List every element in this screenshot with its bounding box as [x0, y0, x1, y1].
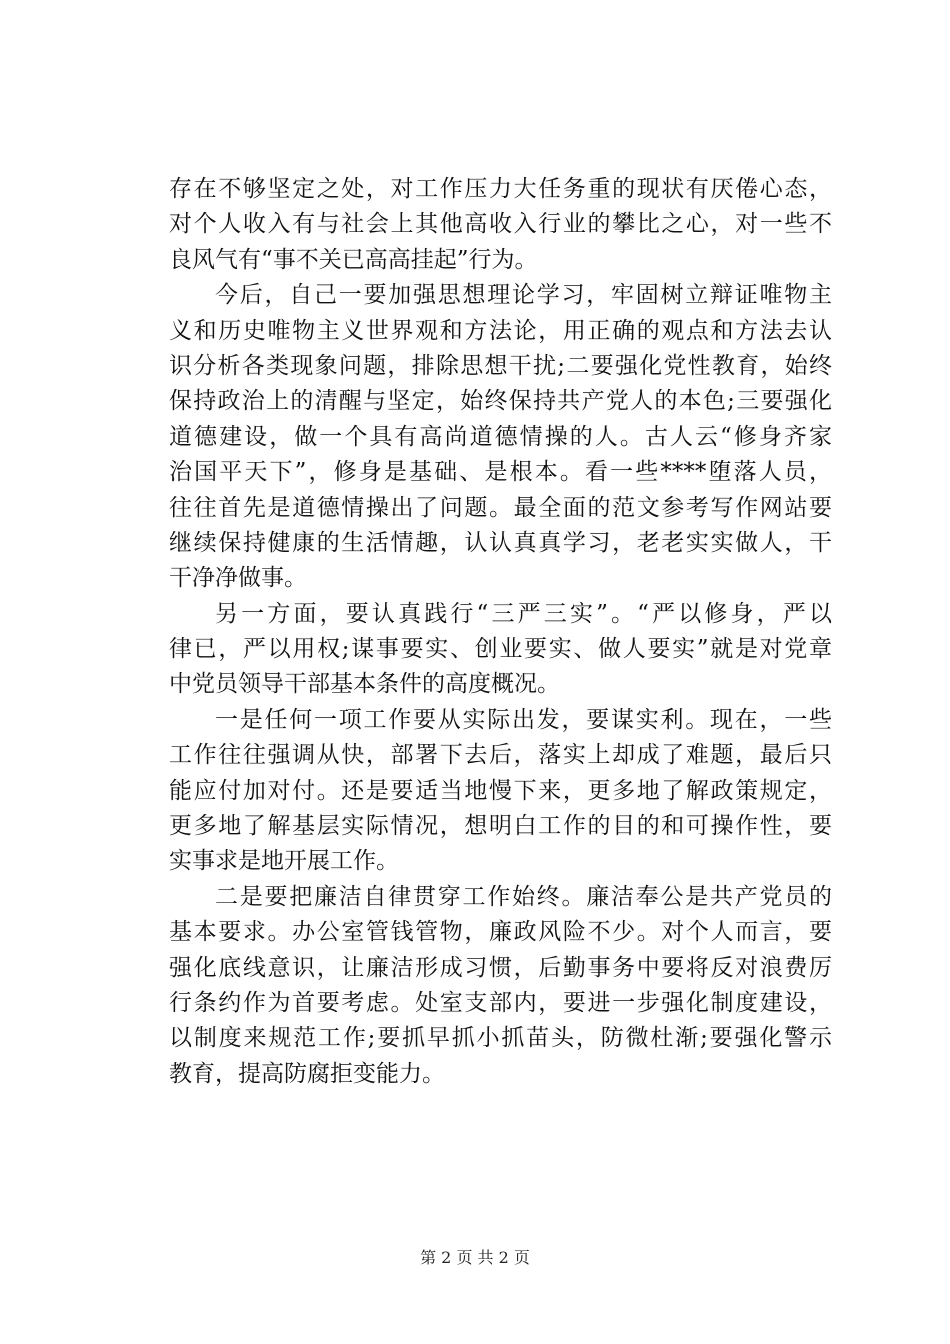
paragraph-line: 存在不够坚定之处，对工作压力大任务重的现状有厌倦心态，: [169, 176, 832, 202]
paragraph-line: 良风气有“事不关已高高挂起”行为。: [169, 246, 538, 273]
document-body: [169, 172, 832, 1092]
paragraph-line: 今后，自己一要加强思想理论学习，牢固树立辩证唯物主: [215, 282, 832, 309]
paragraph-line: 道德建设，做一个具有高尚道德情操的人。古人云“修身齐家: [169, 423, 832, 450]
paragraph-line: 工作往往强调从快，部署下去后，落实上却成了难题，最后只: [169, 742, 832, 769]
paragraph-line: 行条约作为首要考虑。处室支部内，要进一步强化制度建设，: [169, 989, 832, 1016]
paragraph: [169, 880, 832, 1092]
paragraph-line: 对个人收入有与社会上其他高收入行业的攀比之心，对一些不: [169, 211, 832, 238]
paragraph: [169, 597, 832, 703]
paragraph-line: 另一方面，要认真践行“三严三实”。“严以修身，严以: [215, 600, 832, 627]
paragraph-line: 继续保持健康的生活情趣，认认真真学习，老老实实做人，干: [169, 529, 832, 556]
paragraph: [169, 278, 832, 597]
paragraph-line: 能应付加对付。还是要适当地慢下来，更多地了解政策规定，: [169, 777, 832, 804]
paragraph-line: 律已，严以用权;谋事要实、创业要实、做人要实”就是对党章: [169, 636, 832, 663]
paragraph-line: 治国平天下”，修身是基础、是根本。看一些****堕落人员，: [169, 459, 832, 486]
paragraph-line: 实事求是地开展工作。: [169, 848, 399, 875]
page-footer: 第 2 页 共 2 页: [420, 1248, 530, 1267]
paragraph-line: 更多地了解基层实际情况，想明白工作的目的和可操作性，要: [169, 813, 832, 840]
paragraph-line: 二是要把廉洁自律贯穿工作始终。廉洁奉公是共产党员的: [215, 883, 832, 910]
paragraph-line: 教育，提高防腐拒变能力。: [169, 1060, 445, 1087]
paragraph-line: 以制度来规范工作;要抓早抓小抓苗头，防微杜渐;要强化警示: [169, 1025, 832, 1052]
paragraph-line: 保持政治上的清醒与坚定，始终保持共产党人的本色;三要强化: [169, 388, 832, 415]
paragraph-line: 强化底线意识，让廉洁形成习惯，后勤事务中要将反对浪费厉: [169, 954, 832, 981]
paragraph: [169, 703, 832, 880]
paragraph-line: 中党员领导干部基本条件的高度概况。: [169, 671, 560, 698]
paragraph-line: 识分析各类现象问题，排除思想干扰;二要强化党性教育，始终: [169, 352, 832, 379]
paragraph-line: 往往首先是道德情操出了问题。最全面的范文参考写作网站要: [169, 494, 832, 521]
paragraph-line: 义和历史唯物主义世界观和方法论，用正确的观点和方法去认: [169, 317, 832, 344]
paragraph-line: 一是任何一项工作要从实际出发，要谋实利。现在，一些: [215, 706, 832, 733]
paragraph-line: 干净净做事。: [169, 565, 307, 592]
paragraph-line: 基本要求。办公室管钱管物，廉政风险不少。对个人而言，要: [169, 919, 832, 946]
paragraph: [169, 172, 832, 278]
